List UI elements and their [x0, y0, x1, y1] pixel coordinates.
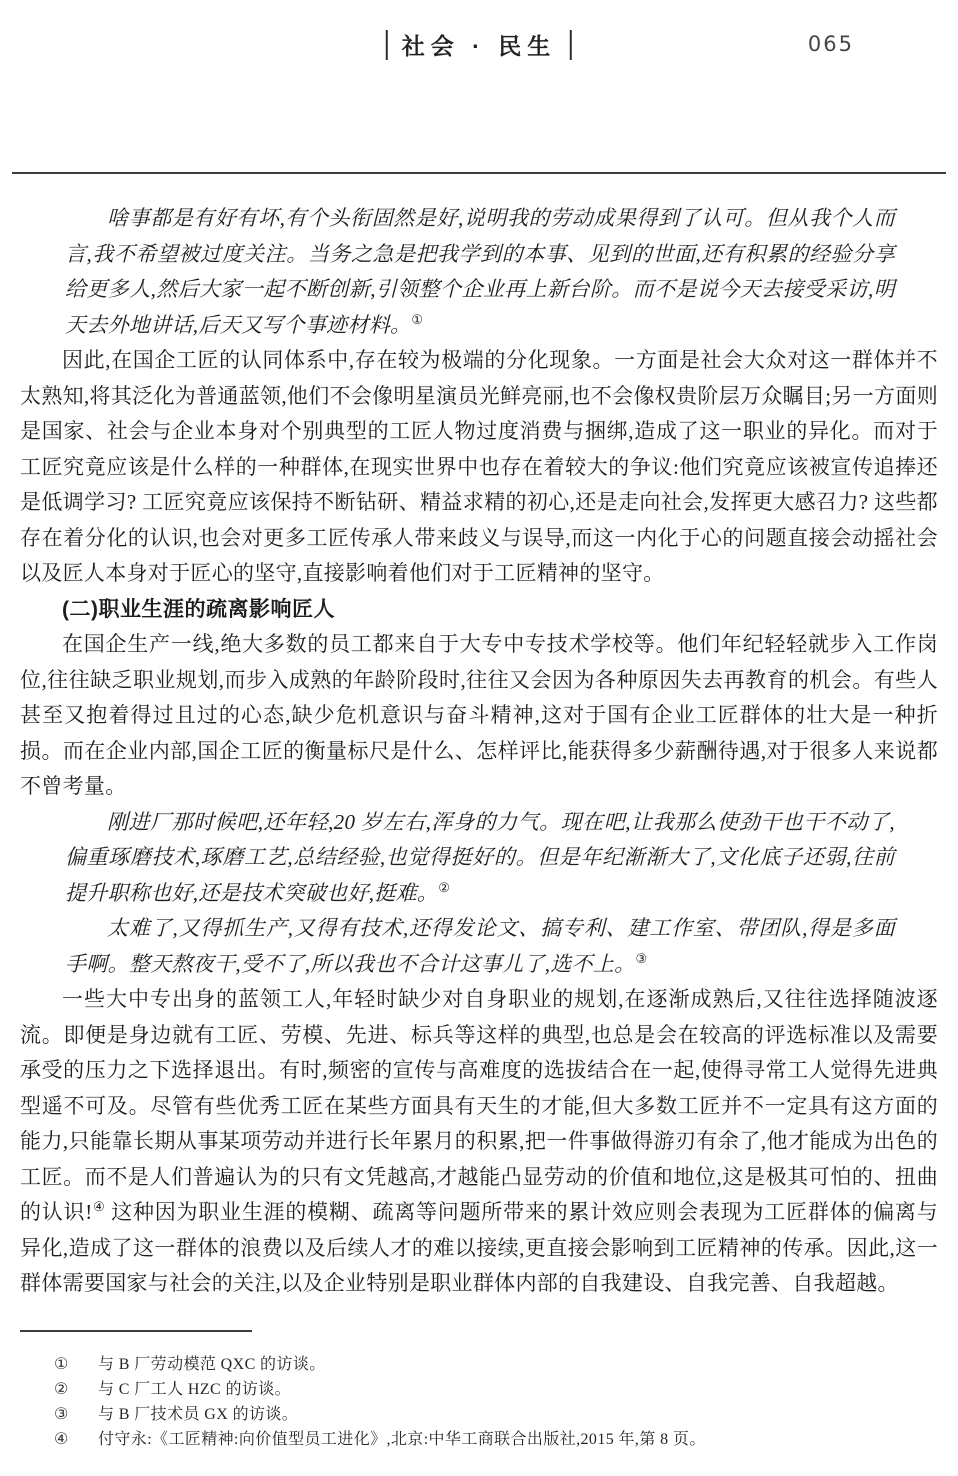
section-title: 社会 · 民生 [401, 33, 557, 59]
paragraph-blue-collar-drift [20, 982, 938, 1302]
footnote-1 [20, 1352, 938, 1377]
quote-3-text: 太难了,又得抓生产,又得有技术,还得发论文、搞专利、建工作室、带团队,得是多面手啊。整天熬夜干,受不了,所以我也不合计这事儿了,选不上。 [65, 916, 895, 976]
footnote-2-text: 与 C 厂工人 HZC 的访谈。 [98, 1381, 292, 1398]
footnote-separator [20, 1330, 252, 1332]
quote-2-text: 刚进厂那时候吧,还年轻,20 岁左右,浑身的力气。现在吧,让我那么使劲干也干不动了,偏重琢磨技术,琢磨工艺,总结经验,也觉得挺好的。但是年纪渐渐大了,文化底子还弱,往前提升职称也好,还是技术突破也好,挺难。 [65, 809, 895, 905]
footnote-ref-4: ④ [92, 1199, 106, 1214]
paragraph-3-text-b: 这种因为职业生涯的模糊、疏离等问题所带来的累计效应则会表现为工匠群体的偏离与异化,造成了这一群体的浪费以及后续人才的难以接续,更直接会影响到工匠精神的传承。因此,这一群体需要国家与社会的关注,以及企业特别是职业群体内部的自我建设、自我完善、自我超越。 [20, 1200, 938, 1295]
footnote-1-marker: ① [54, 1356, 69, 1373]
footnote-3-text: 与 B 厂技术员 GX 的访谈。 [98, 1406, 299, 1423]
blockquote-interview-1 [65, 201, 895, 343]
paragraph-identity-split: 因此,在国企工匠的认同体系中,存在较为极端的分化现象。一方面是社会大众对这一群体并不太熟知,将其泛化为普通蓝领,他们不会像明星演员光鲜亮丽,也不会像权贵阶层万众瞩目;另一方面则是国家、社会与企业本身对个别典型的工匠人物过度消费与捆绑,造成了这一职业的异化。而对于工匠究竟应该是什么样的一种群体,在现实世界中也存在着较大的争议:他们究竟应该被宣传追捧还是低调学习? 工匠究竟应该保持不断钻研、精益求精的初心,还是走向社会,发挥更大感召力? 这些都存在着分化的认识,也会对更多工匠传承人带来歧义与误导,而这一内化于心的问题直接会动摇社会以及匠人本身对于匠心的坚守,直接影响着他们对于工匠精神的坚守。 [20, 348, 938, 585]
page-header [0, 24, 958, 68]
paragraph-career-alienation: 在国企生产一线,绝大多数的员工都来自于大专中专技术学校等。他们年纪轻轻就步入工作岗位,往往缺乏职业规划,而步入成熟的年龄阶段时,往往又会因为各种原因失去再教育的机会。有些人甚至又抱着得过且过的心态,缺少危机意识与奋斗精神,这对于国有企业工匠群体的壮大是一种折损。而在企业内部,国企工匠的衡量标尺是什么、怎样评比,能获得多少薪酬待遇,对于很多人来说都不曾考量。 [20, 632, 938, 798]
footnote-4 [20, 1427, 938, 1452]
footnote-list [20, 1352, 938, 1452]
header-rule [12, 172, 946, 174]
footnote-4-text: 付守永:《工匠精神:向价值型员工进化》,北京:中华工商联合出版社,2015 年,第 8 页。 [98, 1431, 706, 1448]
footnote-ref-2: ② [438, 879, 450, 895]
footnote-ref-3: ③ [635, 950, 648, 966]
subsection-heading: (二)职业生涯的疏离影响匠人 [62, 597, 335, 621]
article-body [20, 201, 938, 1302]
quote-1-text: 啥事都是有好有坏,有个头衔固然是好,说明我的劳动成果得到了认可。但从我个人而言,我不希望被过度关注。当务之急是把我学到的本事、见到的世面,还有积累的经验分享给更多人,然后大家一起不断创新,引领整个企业再上新台阶。而不是说今天去接受采访,明天去外地讲话,后天又写个事迹材料。 [65, 206, 895, 337]
page-number: 065 [807, 32, 854, 56]
footnote-2-marker: ② [54, 1381, 69, 1398]
footnote-ref-1: ① [411, 311, 424, 327]
title-right-bar [570, 30, 572, 60]
footnote-4-marker: ④ [54, 1431, 69, 1448]
blockquote-interview-2 [65, 805, 895, 912]
footnote-3-marker: ③ [54, 1406, 69, 1423]
section-title-block [386, 28, 572, 61]
footnote-2 [20, 1377, 938, 1402]
footnote-1-text: 与 B 厂劳动模范 QXC 的访谈。 [98, 1356, 326, 1373]
footnote-3 [20, 1402, 938, 1427]
footnotes-section [20, 1330, 938, 1452]
paragraph-3-text-a: 一些大中专出身的蓝领工人,年轻时缺少对自身职业的规划,在逐渐成熟后,又往往选择随波逐流。即便是身边就有工匠、劳模、先进、标兵等这样的典型,也总是会在较高的评选标准以及需要承受的压力之下选择退出。有时,频密的宣传与高难度的选拔结合在一起,使得寻常工人觉得先进典型遥不可及。尽管有些优秀工匠在某些方面具有天生的才能,但大多数工匠并不一定具有这方面的能力,只能靠长期从事某项劳动并进行长年累月的积累,把一件事做得游刃有余了,他才能成为出色的工匠。而不是人们普遍认为的只有文凭越高,才越能凸显劳动的价值和地位,这是极其可怕的、扭曲的认识! [20, 987, 938, 1224]
blockquote-interview-3 [65, 911, 895, 982]
title-left-bar [386, 30, 388, 60]
